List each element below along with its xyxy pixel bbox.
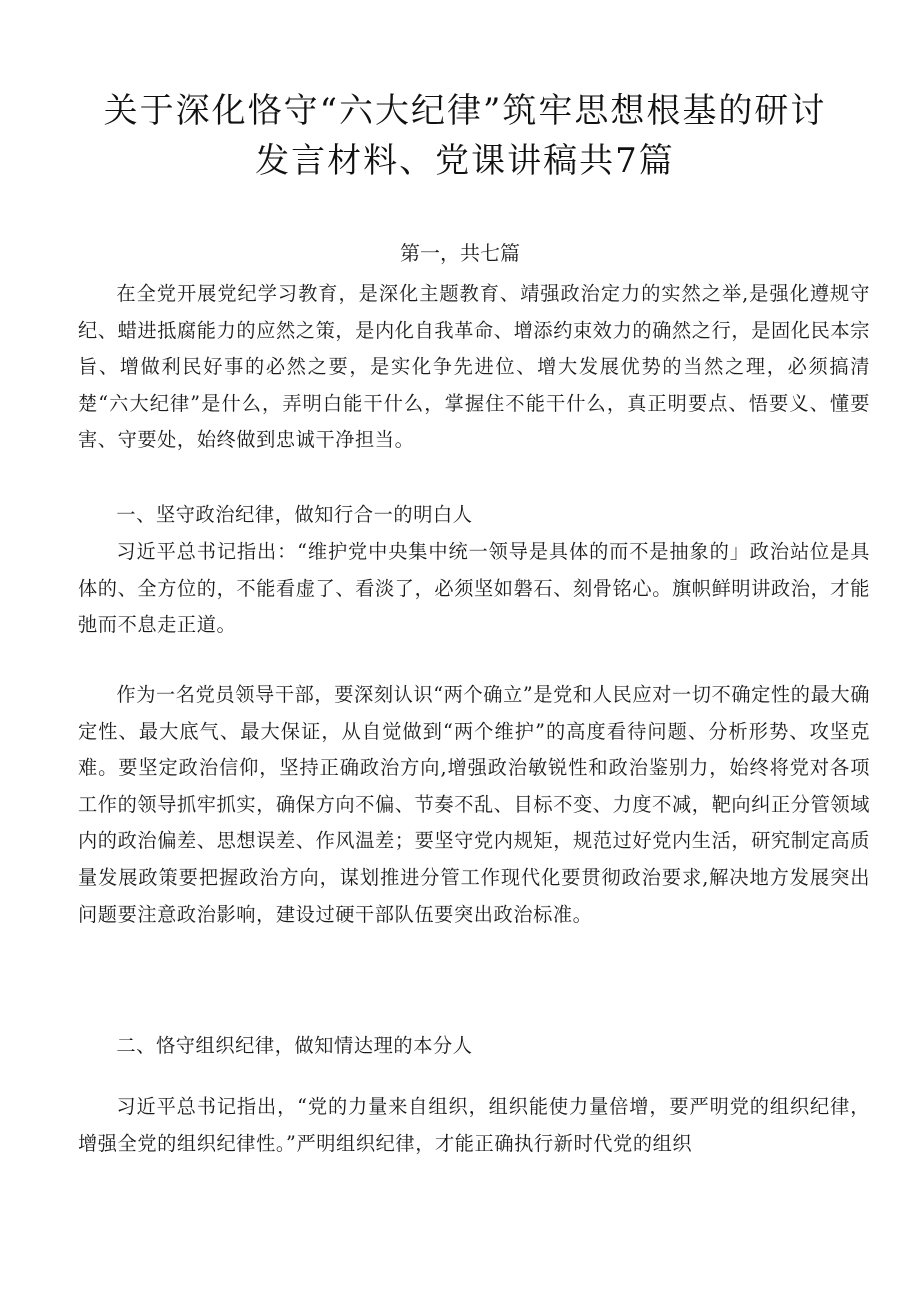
subheading-political-discipline: 一、坚守政治纪律，做知行合一的明白人 <box>116 503 473 526</box>
subheading-organizational-discipline: 二、恪守组织纪律，做知情达理的本分人 <box>116 1034 473 1057</box>
body-paragraph-1: 作为一名党员领导干部，要深刻认识“两个确立”是党和人民应对一切不确定性的最大确定性、最大底气、最大保证，从自觉做到“两个维护”的高度看待问题、分析形势、攻坚克难。要坚定政治信仰，坚持正确政治方向,增强政治敏锐性和政治鉴别力，始终将党对各项工作的领导抓牢抓实，确保方向不偏、节奏不乱、目标不变、力度不减，靶向纠正分管领域内的政治偏差、思想误差、作风温差；要坚守党内规矩，规范过好党内生活，研究制定高质量发展政策要把握政治方向，谋划推进分管工作现代化要贯彻政治要求,解决地方发展突出问题要注意政治影响，建设过硬干部队伍要突出政治标准。 <box>78 683 870 926</box>
section-heading: 第一，共七篇 <box>400 241 520 265</box>
intro-paragraph: 在全党开展党纪学习教育，是深化主题教育、靖强政治定力的实然之举,是强化遵规守纪、蜡进抵腐能力的应然之策，是内化自我革命、增添约束效力的确然之行，是固化民本宗旨、增做利民好事的必然之要，是实化争先进位、增大发展优势的当然之理，必须搞清楚“六大纪律”是什么，弄明白能干什么，掌握住不能干什么，真正明要点、悟要义、懂要害、守要处，始终做到忠诚干净担当。 <box>78 282 870 452</box>
document-title: 关于深化恪守“六大纪律”筑牢思想根基的研讨发言材料、党课讲稿共7篇 <box>103 91 827 181</box>
quote-paragraph-2: 习近平总书记指出，“党的力量来自组织，组织能使力量倍增，要严明党的组织纪律，增强全党的组织纪律性。”严明组织纪律，才能正确执行新时代党的组织 <box>78 1095 870 1155</box>
quote-paragraph-1: 习近平总书记指出：“维护党中央集中统一领导是具体的而不是抽象的」政治站位是具体的、全方位的，不能看虚了、看淡了，必须坚如磐石、刻骨铭心。旗帜鲜明讲政治，才能弛而不息走正道。 <box>78 540 870 637</box>
